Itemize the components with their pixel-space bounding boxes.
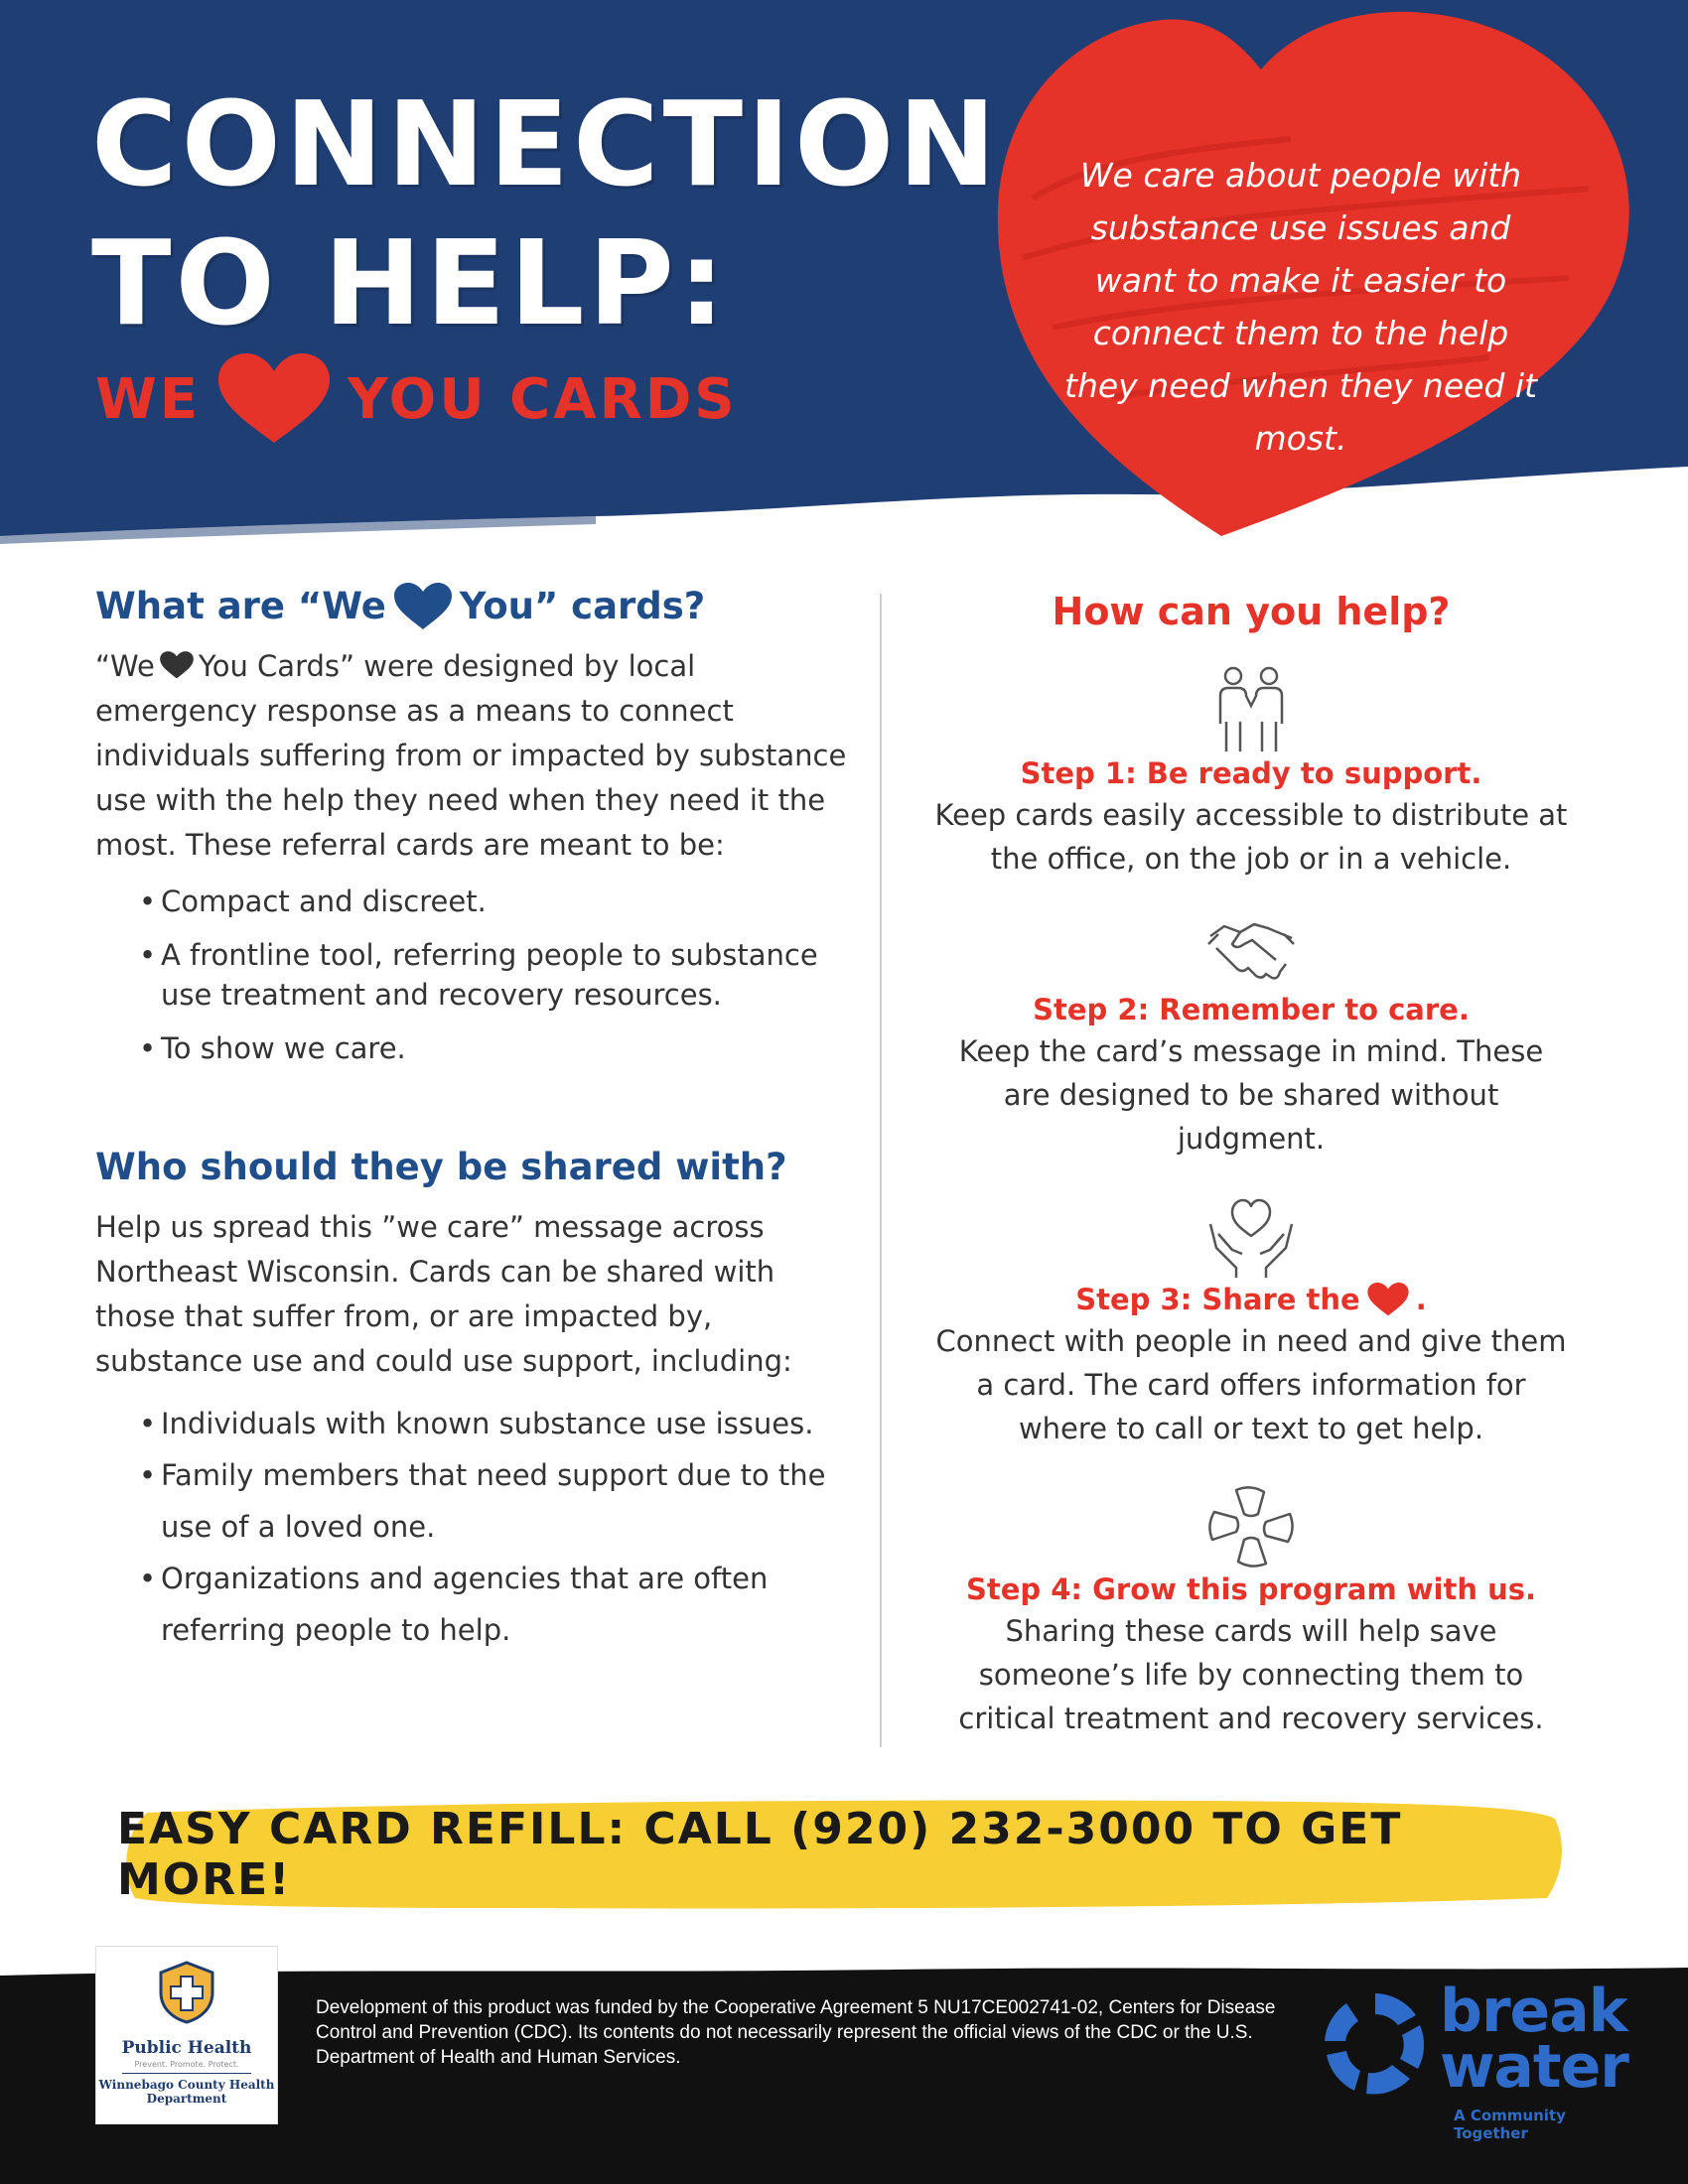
list-item: • Organizations and agencies that are often referring people to help. [139,1553,850,1656]
public-health-logo [95,1946,278,2124]
heart-icon [1366,1282,1410,1317]
breakwater-circle-icon [1321,1989,1430,2099]
title-line-1: CONNECTION [91,75,1001,212]
step-4-title: Step 4: Grow this program with us. [965,1572,1537,1606]
step-3-text: Connect with people in need and give them a card. The card offers information for where to call or text to get help. [935,1324,1567,1445]
step-1-text: Keep cards easily accessible to distribute at the office, on the job or in a vehicle. [934,798,1568,876]
subtitle-we: WE [95,366,202,432]
subtitle [95,349,738,449]
who-section [95,1142,850,1656]
heart-icon [392,582,454,631]
list-item: • Compact and discreet. [139,882,850,921]
list-item: • To show we care. [139,1028,850,1068]
what-heading [95,581,850,632]
what-bullet-list [139,882,850,1068]
subtitle-you-cards: YOU CARDS [348,366,738,432]
breakwater-word-break: break [1440,1977,1627,2046]
breakwater-logo [1321,1977,1638,2142]
list-item: • A frontline tool, referring people to substance use treatment and recovery resources. [139,935,850,1015]
right-column [923,581,1579,1740]
community-hands-icon [1206,1484,1296,1570]
who-intro: Help us spread this ”we care” message across Northeast Wisconsin. Cards can be shared with those that suffer from, or are impacted by, substance use and could use support, including: [95,1210,792,1378]
step-2-text: Keep the card’s message in mind. These are designed to be shared without judgment. [958,1034,1544,1156]
what-heading-post: You” cards? [459,585,706,627]
column-divider [880,594,882,1747]
refill-banner [117,1795,1567,1914]
refill-banner-text: EASY CARD REFILL: CALL (920) 232-3000 TO GET MORE! [117,1804,1403,1905]
step-2-title: Step 2: Remember to care. [1033,993,1470,1026]
what-intro-pre: “We [95,649,155,683]
step-3-title-pre: Step 3: Share the [1075,1283,1360,1316]
list-item: • Individuals with known substance use issues. [139,1398,850,1449]
who-bullet-list [139,1398,850,1656]
what-intro [95,644,850,868]
shield-icon [157,1961,216,2024]
funding-disclaimer: Development of this product was funded by the Cooperative Agreement 5 NU17CE002741-02, Centers for Disease Control and Prevention (CDC). Its contents do not necessarily represent the official views of the CDC or the U.S. Department of Health and Human Services. [316,1997,1276,2068]
header-banner [0,0,1688,556]
handshake-icon [1206,914,1296,990]
list-item: • Family members that need support due to the use of a loved one. [139,1449,850,1553]
step-1-title: Step 1: Be ready to support. [1020,756,1482,790]
heart-icon [159,650,195,680]
breakwater-tagline: A Community Together [1454,2107,1566,2142]
breakwater-word-water: water [1440,2032,1628,2102]
public-health-tagline: Prevent. Promote. Protect. [134,2060,239,2069]
heart-icon [214,351,334,447]
people-icon [1206,664,1296,753]
public-health-name: Public Health [121,2038,252,2058]
hands-heart-icon [1206,1194,1296,1280]
title-line-2: TO HELP: [91,214,730,351]
what-intro-post: You Cards” were designed by local emergency response as a means to connect individuals suffering from or impacted by substance use with the help they need when they need it the most. These referral cards are meant to be: [95,649,847,862]
left-column [95,581,850,1656]
step-3-title-post: . [1415,1283,1427,1316]
health-department-name: Winnebago County Health Department [98,2078,275,2106]
what-heading-pre: What are “We [95,585,386,627]
heart-quote: We care about people with substance use issues and want to make it easier to connect them to the help they need when they need it most. [1064,156,1537,458]
how-heading: How can you help? [1052,590,1451,633]
step-3-title [923,1280,1579,1319]
step-4-text: Sharing these cards will help save someone’s life by connecting them to critical treatment and recovery services. [958,1614,1544,1735]
public-health-rule [122,2073,251,2074]
who-heading: Who should they be shared with? [95,1146,787,1188]
